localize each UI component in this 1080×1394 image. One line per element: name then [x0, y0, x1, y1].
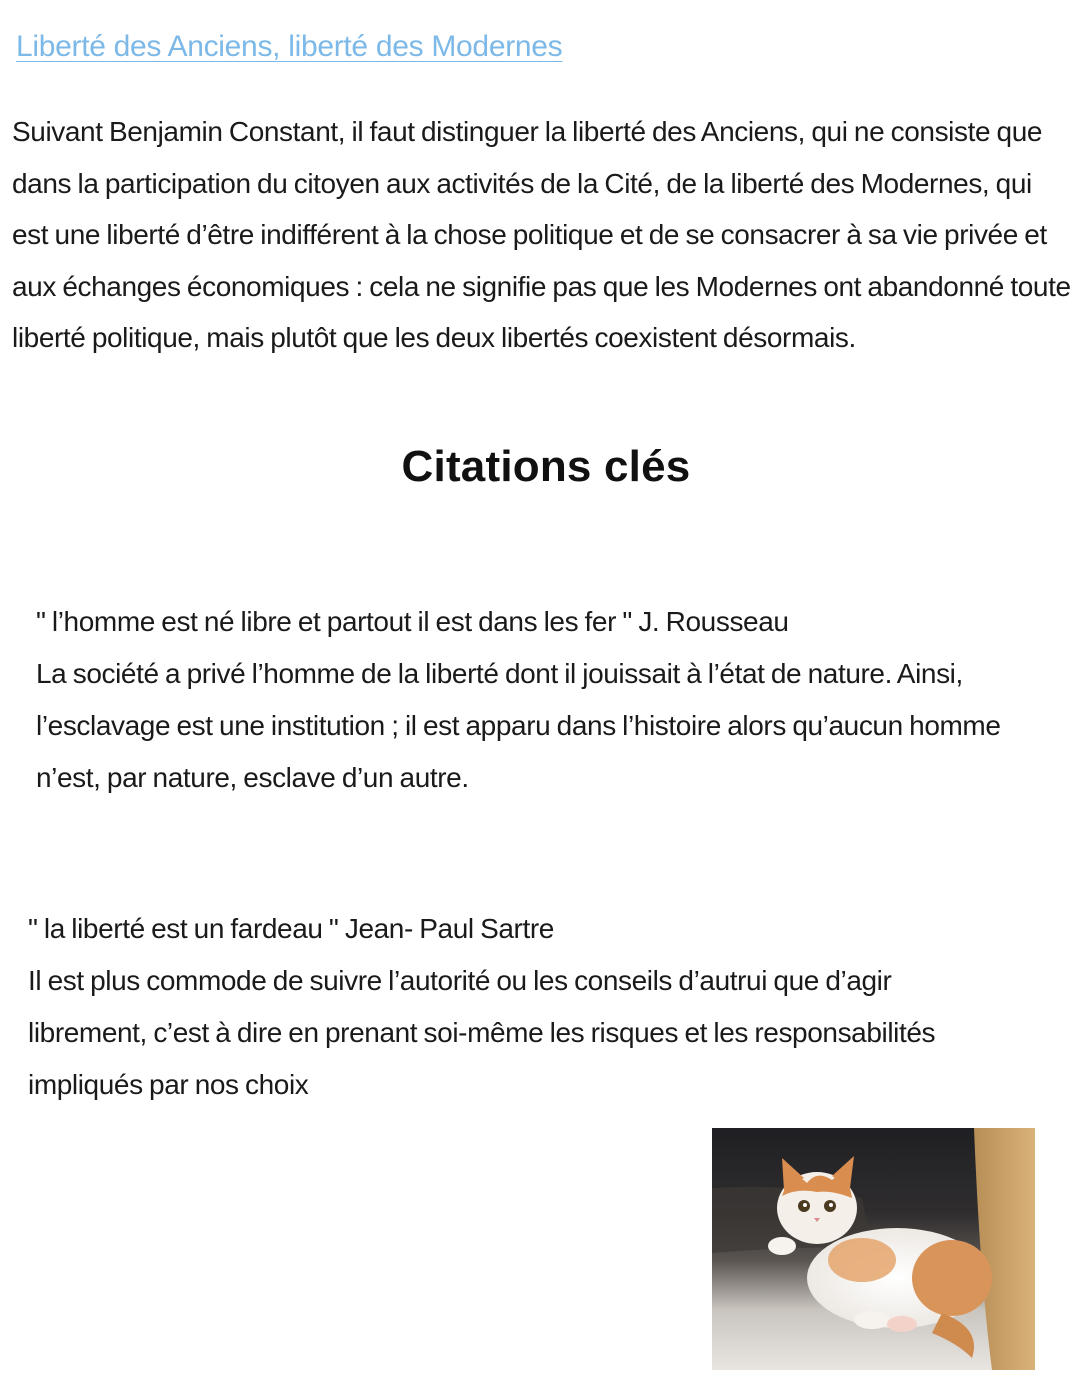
quote-explanation: Il est plus commode de suivre l’autorité ou les conseils d’autrui que d’agir librement, c’est à dire en prenant soi-même les risques et les responsabilités impliqués par nos choix	[28, 965, 936, 1100]
quote-line: " la liberté est un fardeau " Jean- Paul Sartre	[28, 913, 554, 944]
quote-block-rousseau	[36, 596, 1026, 804]
cat-photo	[712, 1128, 1035, 1370]
quote-block-sartre	[28, 903, 988, 1111]
key-quotes-heading: Citations clés	[401, 442, 691, 491]
quote-explanation: La société a privé l’homme de la liberté dont il jouissait à l’état de nature. Ainsi, l’esclavage est une institution ; il est apparu dans l’histoire alors qu’aucun homme n’est, par nature, esclave d’un autre.	[36, 658, 1001, 793]
quote-line: " l’homme est né libre et partout il est dans les fer " J. Rousseau	[36, 606, 789, 637]
intro-paragraph: Suivant Benjamin Constant, il faut distinguer la liberté des Anciens, qui ne consiste que dans la participation du citoyen aux activités de la Cité, de la liberté des Modernes, qui est une liberté d’être indifférent à la chose politique et de se consacrer à sa vie privée et aux échanges économiques : cela ne signifie pas que les Modernes ont abandonné toute liberté politique, mais plutôt que les deux libertés coexistent désormais.	[12, 116, 1071, 353]
section-title-link[interactable]: Liberté des Anciens, liberté des Modernes	[16, 30, 563, 63]
